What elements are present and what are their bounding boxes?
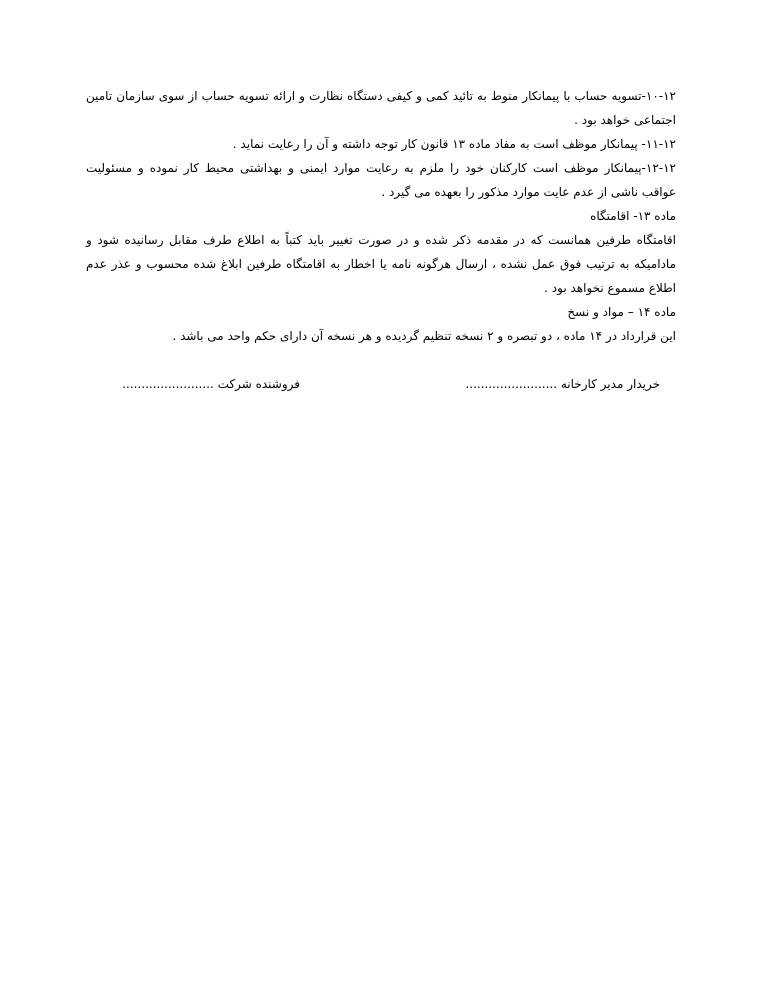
- clause-12-11: ۱۱-۱۲- پیمانکار موظف است به مفاد ماده ۱۳ قانون کار توجه داشته و آن را رعایت نماید .: [232, 137, 676, 151]
- document-body: [86, 84, 676, 348]
- clause-12-10: ۱۰-۱۲-تسویه حساب با پیمانکار منوط به تائید کمی و کیفی دستگاه نظارت و ارائه تسویه حساب از سوی سازمان تامین اجتماعی خواهد بود .: [86, 89, 676, 127]
- clause-12-12: ۱۲-۱۲-پیمانکار موظف است کارکنان خود را ملزم به رعایت موارد ایمنی و بهداشتی محیط کار نموده و مسئولیت عواقب ناشی از عدم عایت موارد مذکور را بعهده می گیرد .: [86, 161, 676, 199]
- article-13-body: اقامتگاه طرفین همانست که در مقدمه ذکر شده و در صورت تغییر باید کتباً به اطلاع طرف مقابل رسانیده شود و مادامیکه به ترتیب فوق عمل نشده ، ارسال هرگونه نامه یا اخطار به اقامتگاه طرفین ابلاغ شده محسوب و عذر عدم اطلاع مسموع نخواهد بود .: [86, 233, 676, 295]
- seller-signature-label: فروشنده شرکت: [217, 377, 300, 391]
- article-13-heading: ماده ۱۳- اقامتگاه: [590, 209, 676, 223]
- article-14-heading: ماده ۱۴ – مواد و نسخ: [567, 305, 676, 319]
- seller-signature: [122, 372, 300, 396]
- seller-signature-line: ........................: [122, 377, 214, 391]
- buyer-signature-label: خریدار مدیر کارخانه: [560, 377, 660, 391]
- signature-block: [122, 372, 660, 396]
- buyer-signature: [465, 372, 660, 396]
- buyer-signature-line: ........................: [465, 377, 558, 391]
- article-14-body: این قرارداد در ۱۴ ماده ، دو تبصره و ۲ نسخه تنظیم گردیده و هر نسخه آن دارای حکم واحد می باشد .: [172, 329, 676, 343]
